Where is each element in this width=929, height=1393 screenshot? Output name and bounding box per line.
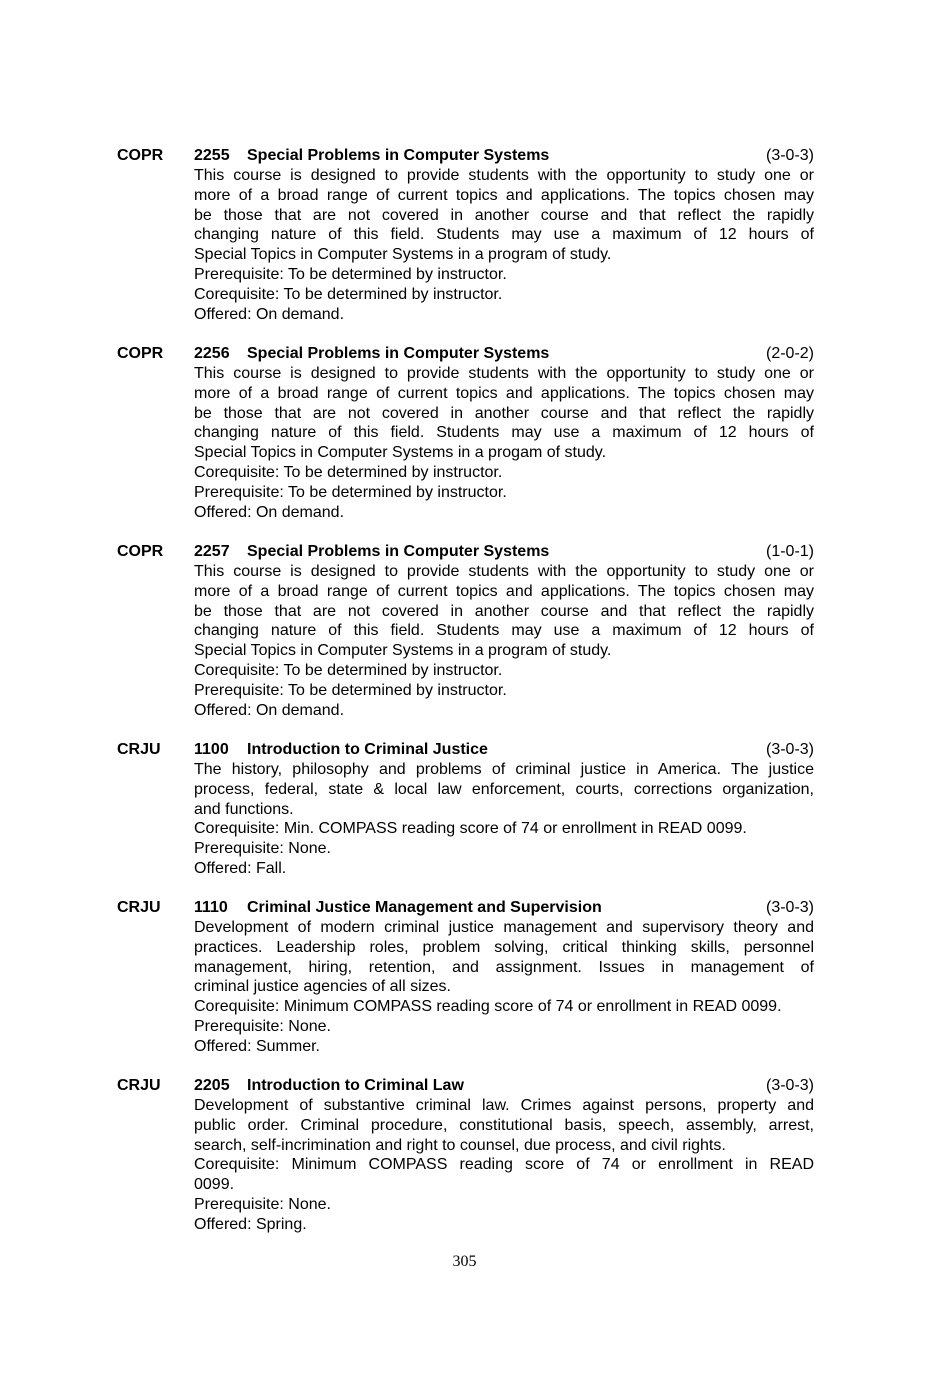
course-description-line: be those that are not covered in another course and that reflect the rapidly (194, 404, 814, 422)
course-heading (194, 344, 814, 364)
course-hours: (1-0-1) (765, 543, 814, 560)
course-description-line: criminal justice agencies of all sizes. (194, 978, 451, 996)
course-heading (194, 542, 814, 562)
course-description-line: and functions. (194, 800, 294, 818)
course-prefix: COPR (117, 543, 164, 560)
course-body (194, 740, 814, 879)
course-number: 2256 (194, 345, 230, 362)
course-description-line: Special Topics in Computer Systems in a program of study. (194, 246, 612, 264)
course-prefix: CRJU (117, 899, 161, 916)
course-description-line: be those that are not covered in another course and that reflect the rapidly (194, 602, 814, 620)
course-heading (194, 146, 814, 166)
course-heading (194, 740, 814, 760)
course-number: 2255 (194, 147, 230, 164)
course-title: Introduction to Criminal Law (247, 1077, 464, 1094)
course-prefix: COPR (117, 345, 164, 362)
course-prerequisite: Prerequisite: None. (194, 840, 331, 858)
course-body (194, 1076, 814, 1235)
course-offered: Offered: On demand. (194, 701, 345, 719)
course-title: Special Problems in Computer Systems (247, 147, 550, 164)
course-prefix: CRJU (117, 1077, 161, 1094)
course-prefix: COPR (117, 147, 164, 164)
course-description-line: practices. Leadership roles, problem solving, critical thinking skills, personnel (194, 938, 814, 956)
course-corequisite: Corequisite: To be determined by instructor. (194, 285, 503, 303)
course-description-line: public order. Criminal procedure, constitutional basis, speech, assembly, arrest, (194, 1116, 814, 1134)
course-body (194, 344, 814, 522)
course-corequisite: Corequisite: Minimum COMPASS reading score of 74 or enrollment in READ 0099. (194, 998, 782, 1016)
course-description-line: The history, philosophy and problems of criminal justice in America. The justice (194, 761, 814, 778)
course-corequisite-continued: 0099. (194, 1176, 235, 1194)
course-hours: (3-0-3) (765, 147, 814, 164)
course-prefix: CRJU (117, 741, 161, 758)
course-description-line: changing nature of this field. Students may use a maximum of 12 hours of (194, 424, 814, 442)
course-description-line: Development of substantive criminal law. Crimes against persons, property and (194, 1097, 814, 1114)
page-number: 305 (452, 1253, 477, 1270)
course-description-line: more of a broad range of current topics and applications. The topics chosen may (194, 186, 814, 204)
course-body (194, 146, 814, 324)
course-description-line: be those that are not covered in another course and that reflect the rapidly (194, 206, 814, 224)
course-description-line: Special Topics in Computer Systems in a program of study. (194, 642, 612, 660)
course-description-line: Special Topics in Computer Systems in a progam of study. (194, 444, 607, 462)
course-corequisite: Corequisite: To be determined by instructor. (194, 661, 503, 679)
course-description-line: Development of modern criminal justice management and supervisory theory and (194, 919, 814, 936)
course-hours: (2-0-2) (765, 345, 814, 362)
course-corequisite: Corequisite: To be determined by instructor. (194, 463, 503, 481)
course-description-line: changing nature of this field. Students may use a maximum of 12 hours of (194, 226, 814, 244)
course-title: Special Problems in Computer Systems (247, 345, 550, 362)
course-description-line: more of a broad range of current topics and applications. The topics chosen may (194, 384, 814, 402)
course-description-line: more of a broad range of current topics and applications. The topics chosen may (194, 582, 814, 600)
course-description-line: process, federal, state & local law enforcement, courts, corrections organization, (194, 780, 814, 798)
course-description-line: This course is designed to provide students with the opportunity to study one or (194, 563, 814, 580)
course-title: Introduction to Criminal Justice (247, 741, 488, 758)
course-title: Special Problems in Computer Systems (247, 543, 550, 560)
course-number: 2257 (194, 543, 230, 560)
course-prerequisite: Prerequisite: To be determined by instructor. (194, 265, 507, 283)
course-number: 1110 (194, 899, 228, 916)
course-description-line: This course is designed to provide students with the opportunity to study one or (194, 365, 814, 382)
course-hours: (3-0-3) (765, 899, 814, 916)
course-offered: Offered: On demand. (194, 503, 345, 521)
course-corequisite: Corequisite: Minimum COMPASS reading score of 74 or enrollment in READ (194, 1156, 814, 1174)
course-number: 1100 (194, 741, 229, 758)
course-prerequisite: Prerequisite: To be determined by instructor. (194, 681, 507, 699)
course-offered: Offered: Fall. (194, 859, 287, 877)
course-heading (194, 898, 814, 918)
course-number: 2205 (194, 1077, 230, 1094)
course-offered: Offered: Summer. (194, 1037, 320, 1055)
course-description-line: This course is designed to provide students with the opportunity to study one or (194, 167, 814, 184)
course-description-line: search, self-incrimination and right to counsel, due process, and civil rights. (194, 1136, 726, 1154)
course-prerequisite: Prerequisite: None. (194, 1195, 331, 1213)
course-description-line: management, hiring, retention, and assignment. Issues in management of (194, 958, 814, 976)
course-offered: Offered: On demand. (194, 305, 345, 323)
course-hours: (3-0-3) (765, 741, 814, 758)
course-description-line: changing nature of this field. Students may use a maximum of 12 hours of (194, 622, 814, 640)
course-corequisite: Corequisite: Min. COMPASS reading score of 74 or enrollment in READ 0099. (194, 820, 747, 838)
course-title: Criminal Justice Management and Supervision (247, 899, 602, 916)
course-prerequisite: Prerequisite: To be determined by instructor. (194, 483, 507, 501)
course-hours: (3-0-3) (765, 1077, 814, 1094)
course-body (194, 898, 814, 1057)
course-prerequisite: Prerequisite: None. (194, 1017, 331, 1035)
course-offered: Offered: Spring. (194, 1215, 307, 1233)
course-body (194, 542, 814, 720)
course-heading (194, 1076, 814, 1096)
